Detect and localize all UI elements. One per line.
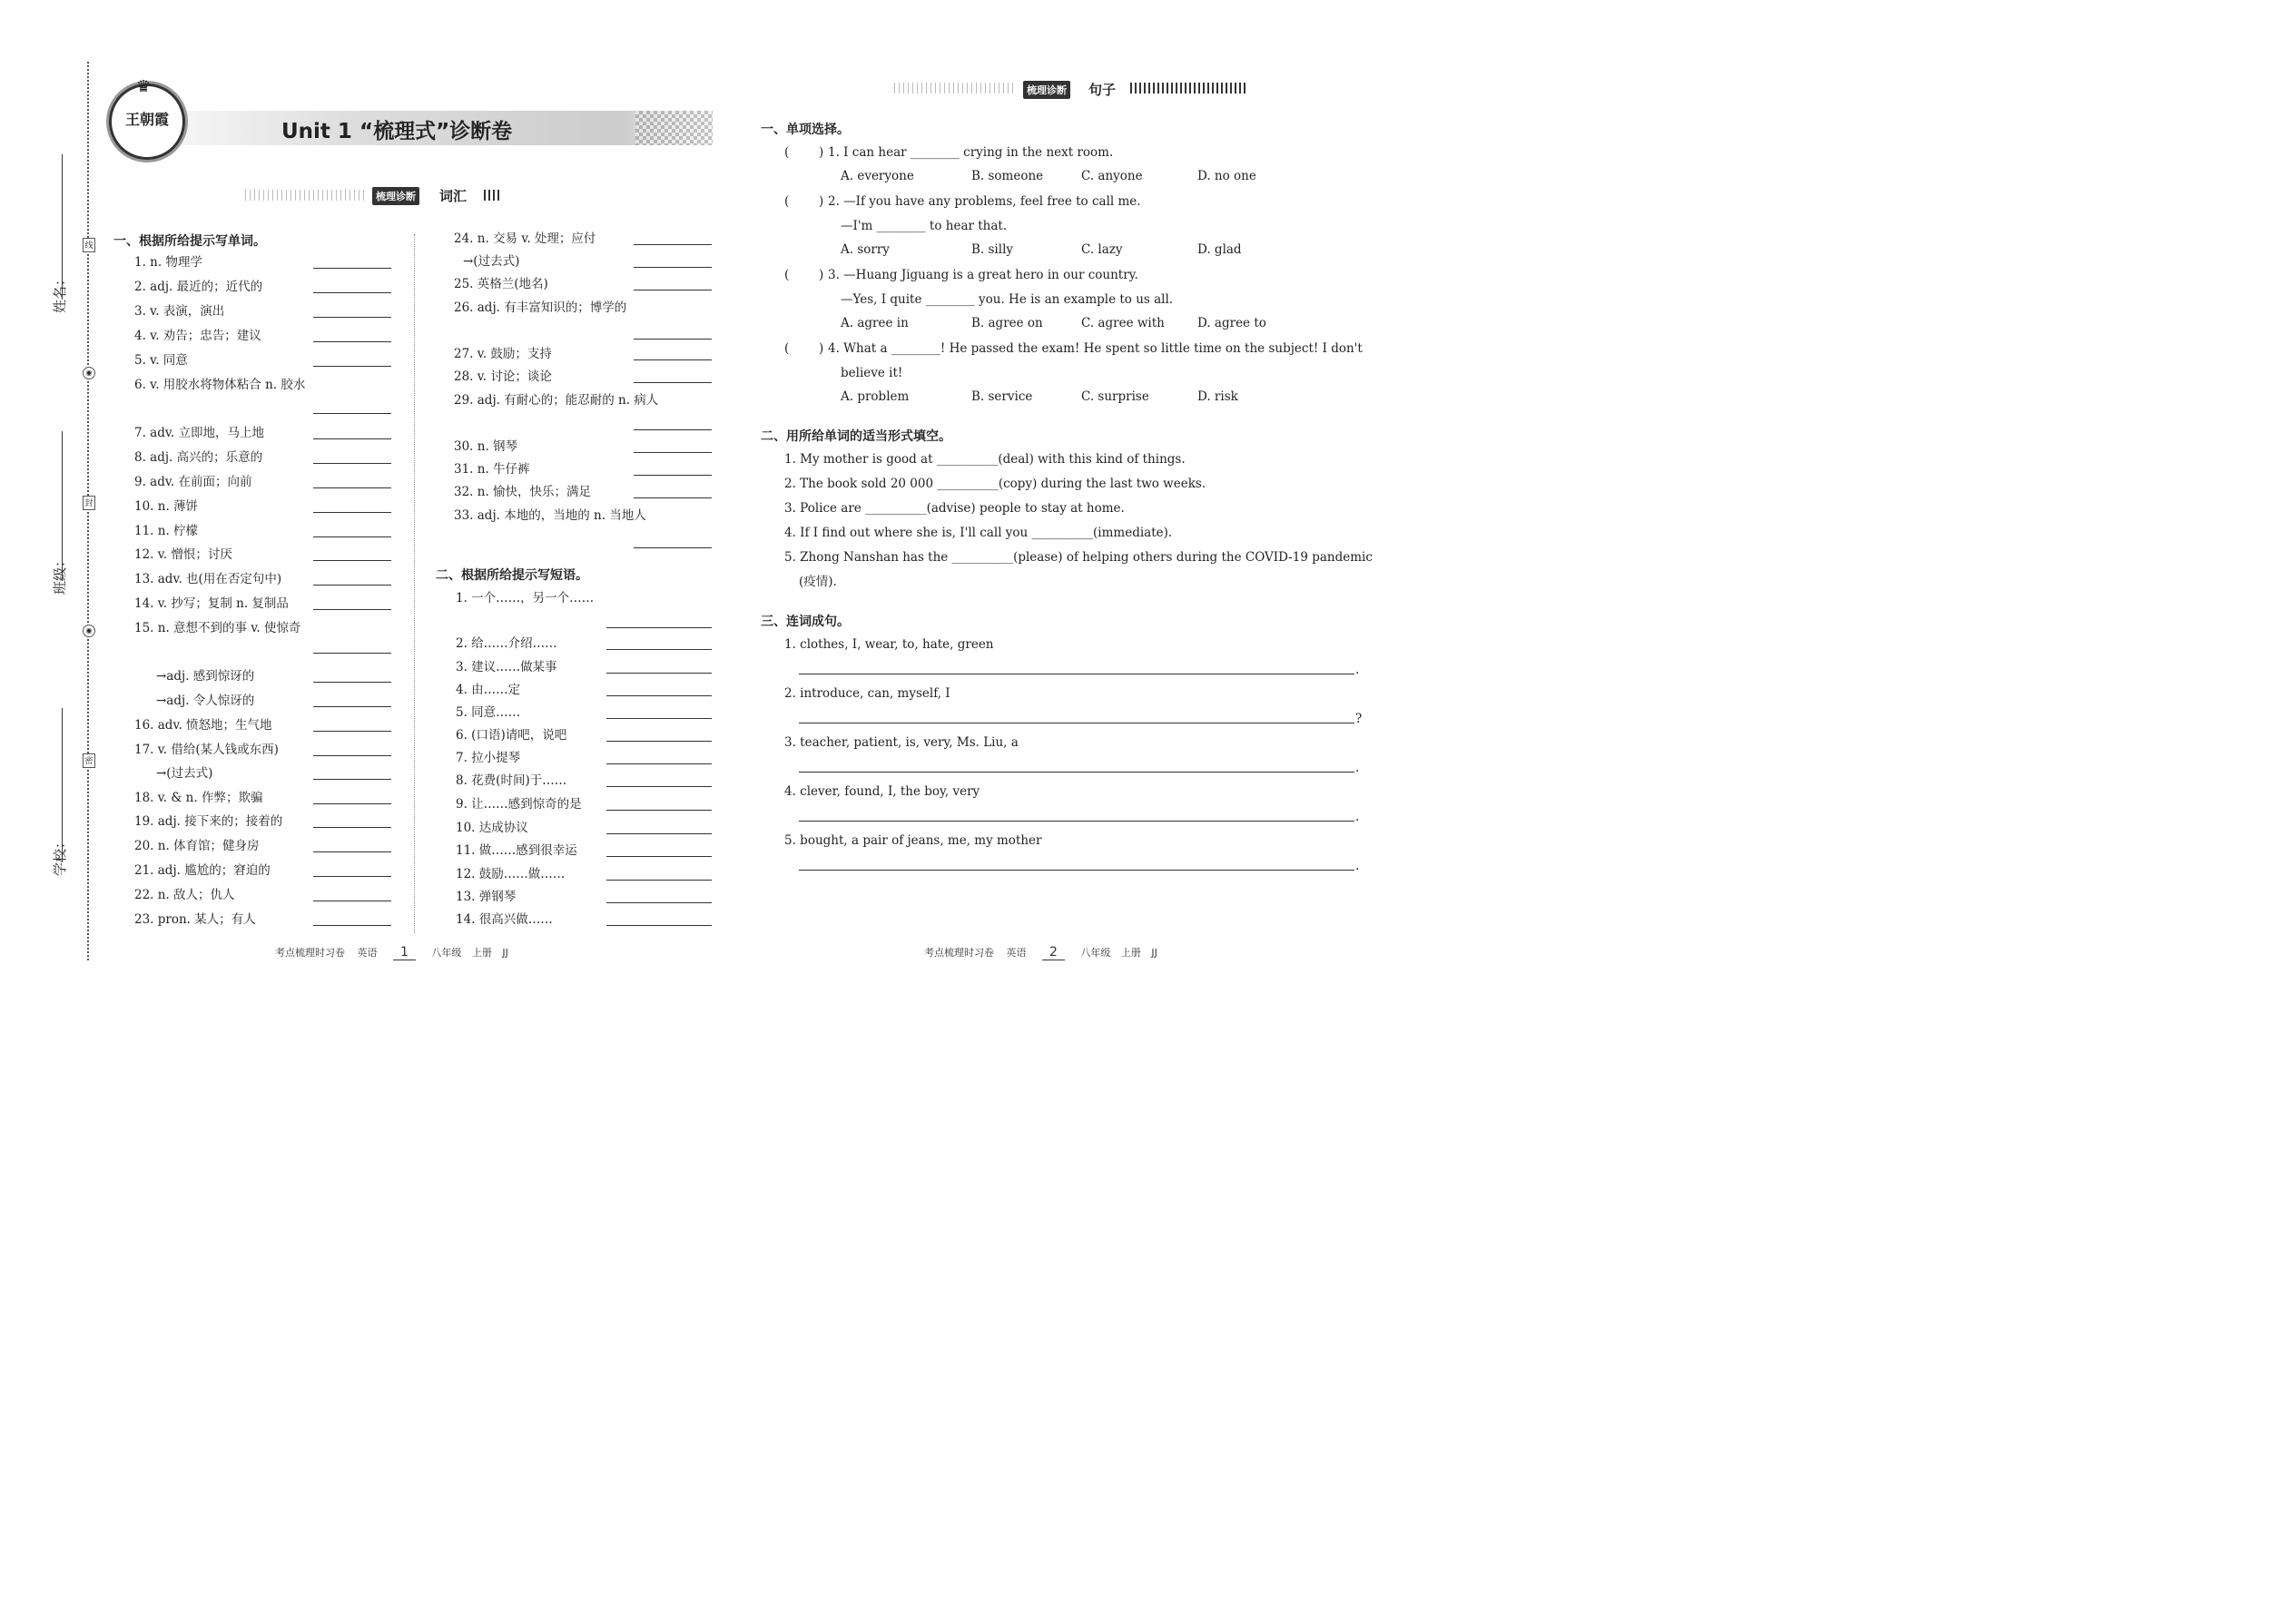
answer-line[interactable] bbox=[606, 880, 712, 881]
answer-line[interactable] bbox=[634, 497, 712, 498]
class-line bbox=[62, 431, 63, 581]
footer-grade: 八年级 bbox=[431, 947, 462, 959]
phrase-item: 11. 做……感到很幸运 bbox=[456, 843, 577, 858]
vocab-item: 27. v. 鼓励；支持 bbox=[454, 347, 552, 361]
vocab-item: →adj. 令人惊讶的 bbox=[156, 694, 255, 708]
answer-line[interactable] bbox=[606, 856, 712, 857]
answer-line[interactable] bbox=[606, 763, 712, 764]
answer-line[interactable] bbox=[313, 827, 391, 828]
answer-bracket-close: ) bbox=[819, 145, 824, 160]
sentence-end-mark: . bbox=[1355, 810, 1360, 824]
vocab-item: →(过去式) bbox=[463, 254, 520, 269]
vocab-item: 4. v. 劝告；忠告；建议 bbox=[134, 329, 261, 343]
answer-line[interactable] bbox=[799, 821, 1354, 822]
answer-line[interactable] bbox=[313, 682, 391, 683]
page-number: 2 bbox=[1042, 945, 1065, 960]
order-section-title: 三、连词成句。 bbox=[761, 615, 850, 629]
answer-line[interactable] bbox=[313, 925, 391, 926]
option-a[interactable]: A. sorry bbox=[841, 242, 890, 257]
name-line bbox=[62, 154, 63, 300]
option-c[interactable]: C. anyone bbox=[1081, 169, 1143, 183]
order-words: 5. bought, a pair of jeans, me, my mother bbox=[784, 833, 1042, 848]
phrase-item: 9. 让……感到惊奇的是 bbox=[456, 797, 582, 812]
fill-item: 1. My mother is good at __________(deal) with this kind of things. bbox=[784, 452, 1186, 467]
answer-line[interactable] bbox=[313, 317, 391, 318]
phrase-item: 14. 很高兴做…… bbox=[456, 912, 553, 927]
question-text: 2. —If you have any problems, feel free to call me. bbox=[828, 194, 1141, 209]
footer-edition: JJ bbox=[1151, 947, 1157, 959]
class-label: 班级： bbox=[52, 553, 68, 595]
option-a[interactable]: A. agree in bbox=[841, 316, 909, 330]
vocab-item: 24. n. 交易 v. 处理；应付 bbox=[454, 231, 596, 246]
answer-bracket-open: ( bbox=[784, 145, 790, 160]
fill-item: 2. The book sold 20 000 __________(copy) during the last two weeks. bbox=[784, 477, 1206, 491]
vocab-item: 11. n. 柠檬 bbox=[134, 524, 199, 538]
answer-line[interactable] bbox=[313, 512, 391, 513]
footer-book: 考点梳理时习卷 bbox=[924, 947, 994, 959]
sentence-end-mark: . bbox=[1355, 761, 1360, 775]
answer-line[interactable] bbox=[313, 413, 391, 414]
option-b[interactable]: B. silly bbox=[971, 242, 1014, 257]
answer-line[interactable] bbox=[313, 653, 391, 654]
answer-line[interactable] bbox=[313, 463, 391, 464]
vocab-item: 32. n. 愉快，快乐；满足 bbox=[454, 485, 592, 499]
seal-mark-line: 线 bbox=[83, 238, 95, 252]
vocab-item: 22. n. 敌人；仇人 bbox=[134, 888, 235, 902]
vocab-item: 3. v. 表演，演出 bbox=[134, 304, 225, 319]
option-b[interactable]: B. agree on bbox=[971, 316, 1043, 330]
answer-line[interactable] bbox=[606, 649, 712, 650]
answer-line[interactable] bbox=[606, 810, 712, 811]
answer-line[interactable] bbox=[313, 292, 391, 293]
fill-section-title: 二、用所给单词的适当形式填空。 bbox=[761, 429, 951, 444]
vocab-item: 1. n. 物理学 bbox=[134, 255, 202, 270]
answer-line[interactable] bbox=[313, 536, 391, 537]
option-a[interactable]: A. everyone bbox=[841, 169, 914, 183]
answer-line[interactable] bbox=[313, 706, 391, 707]
school-line bbox=[62, 708, 63, 862]
vocab-item: 7. adv. 立即地，马上地 bbox=[134, 426, 264, 440]
option-c[interactable]: C. surprise bbox=[1081, 389, 1149, 404]
footer-edition: JJ bbox=[502, 947, 508, 959]
vocab-section2-title: 二、根据所给提示写短语。 bbox=[436, 568, 588, 583]
vocab-item: 19. adj. 接下来的；接着的 bbox=[134, 814, 283, 829]
phrase-item: 3. 建议……做某事 bbox=[456, 660, 557, 674]
answer-line[interactable] bbox=[313, 609, 391, 610]
answer-line[interactable] bbox=[606, 833, 712, 834]
logo-seal bbox=[109, 77, 185, 160]
section-title-vocab: 词汇 bbox=[439, 188, 468, 204]
option-d[interactable]: D. glad bbox=[1197, 242, 1242, 257]
option-b[interactable]: B. someone bbox=[971, 169, 1044, 183]
phrase-item: 1. 一个……，另一个…… bbox=[456, 591, 595, 605]
answer-line[interactable] bbox=[313, 731, 391, 732]
section-divider bbox=[245, 190, 368, 201]
logo-text: 王朝霞 bbox=[124, 111, 169, 128]
vocab-item: 9. adv. 在前面；向前 bbox=[134, 475, 252, 489]
column-separator bbox=[414, 234, 415, 933]
order-words: 2. introduce, can, myself, I bbox=[784, 686, 950, 701]
vocab-item: 18. v. & n. 作弊；欺骗 bbox=[134, 791, 263, 805]
answer-bracket-open: ( bbox=[784, 341, 790, 356]
footer-left bbox=[275, 945, 508, 960]
footer-grade: 八年级 bbox=[1080, 947, 1111, 959]
answer-line[interactable] bbox=[313, 268, 391, 269]
vocab-item: 25. 英格兰(地名) bbox=[454, 277, 548, 291]
answer-line[interactable] bbox=[313, 341, 391, 342]
vocab-item: 6. v. 用胶水将物体粘合 n. 胶水 bbox=[134, 378, 306, 392]
sentence-end-mark: ? bbox=[1355, 712, 1363, 726]
footer-term: 上册 bbox=[1120, 947, 1141, 959]
section-badge: 梳理诊断 bbox=[1023, 81, 1070, 99]
footer-book: 考点梳理时习卷 bbox=[275, 947, 345, 959]
phrase-item: 8. 花费(时间)于…… bbox=[456, 773, 567, 788]
seal-mark-seal: 封 bbox=[83, 496, 95, 510]
answer-line[interactable] bbox=[606, 718, 712, 719]
vocab-item: 33. adj. 本地的，当地的 n. 当地人 bbox=[454, 508, 646, 523]
answer-line[interactable] bbox=[313, 560, 391, 561]
answer-line[interactable] bbox=[634, 429, 712, 430]
answer-line[interactable] bbox=[799, 870, 1354, 871]
vocab-item: →(过去式) bbox=[156, 766, 213, 781]
option-d[interactable]: D. risk bbox=[1197, 389, 1238, 404]
answer-line[interactable] bbox=[606, 925, 712, 926]
vocab-item: 10. n. 薄饼 bbox=[134, 499, 199, 514]
vocab-item: →adj. 感到惊讶的 bbox=[156, 669, 255, 684]
answer-bracket-close: ) bbox=[819, 194, 824, 209]
answer-line[interactable] bbox=[634, 339, 712, 340]
phrase-item: 4. 由……定 bbox=[456, 683, 521, 697]
answer-line[interactable] bbox=[634, 244, 712, 245]
phrase-item: 10. 达成协议 bbox=[456, 821, 528, 835]
school-label: 学校： bbox=[52, 834, 68, 876]
answer-line[interactable] bbox=[606, 627, 712, 628]
vocab-item: 12. v. 憎恨；讨厌 bbox=[134, 547, 232, 562]
phrase-item: 7. 拉小提琴 bbox=[456, 751, 521, 765]
vocab-item: 2. adj. 最近的；近代的 bbox=[134, 280, 263, 294]
option-c[interactable]: C. agree with bbox=[1081, 316, 1165, 330]
answer-line[interactable] bbox=[634, 359, 712, 360]
section-title-sentences: 句子 bbox=[1088, 82, 1117, 98]
question-text-cont: —I'm ________ to hear that. bbox=[841, 219, 1008, 233]
vocab-item: 29. adj. 有耐心的；能忍耐的 n. 病人 bbox=[454, 393, 659, 408]
answer-line[interactable] bbox=[313, 779, 391, 780]
footer-right bbox=[924, 945, 1157, 960]
sentence-end-mark: . bbox=[1355, 663, 1360, 677]
vocab-item: 5. v. 同意 bbox=[134, 353, 188, 368]
vocab-item: 15. n. 意想不到的事 v. 使惊奇 bbox=[134, 621, 301, 635]
vocab-item: 28. v. 讨论；谈论 bbox=[454, 369, 552, 384]
question-text: 1. I can hear ________ crying in the next room. bbox=[828, 145, 1114, 160]
answer-line[interactable] bbox=[606, 695, 712, 696]
vocab-item: 23. pron. 某人；有人 bbox=[134, 912, 256, 927]
question-text: 4. What a ________! He passed the exam! He spent so little time on the subject! I don't bbox=[828, 341, 1363, 356]
section-divider bbox=[894, 83, 1014, 94]
vocab-item: 26. adj. 有丰富知识的；博学的 bbox=[454, 300, 627, 315]
footer-term: 上册 bbox=[471, 947, 492, 959]
question-text-cont: believe it! bbox=[841, 366, 903, 380]
mc-section-title: 一、单项选择。 bbox=[761, 123, 850, 137]
answer-line[interactable] bbox=[606, 902, 712, 903]
section-divider bbox=[484, 190, 502, 201]
title-banner-checker bbox=[635, 111, 713, 145]
name-label: 姓名： bbox=[52, 271, 68, 313]
answer-line[interactable] bbox=[313, 487, 391, 488]
vocab-section1-title: 一、根据所给提示写单词。 bbox=[113, 234, 266, 249]
binding-hole-icon: ◉ bbox=[83, 367, 95, 379]
answer-line[interactable] bbox=[634, 475, 712, 476]
footer-subject: 英语 bbox=[357, 947, 378, 959]
fill-item: 4. If I find out where she is, I'll call you __________(immediate). bbox=[784, 526, 1173, 540]
answer-line[interactable] bbox=[606, 786, 712, 787]
fill-item: 5. Zhong Nanshan has the __________(please) of helping others during the COVID-19 pandemic bbox=[784, 550, 1373, 565]
answer-line[interactable] bbox=[313, 366, 391, 367]
vocab-item: 31. n. 牛仔裤 bbox=[454, 462, 530, 477]
answer-line[interactable] bbox=[313, 755, 391, 756]
page-title: Unit 1 “梳理式”诊断卷 bbox=[281, 120, 513, 143]
seal-mark-secret: 密 bbox=[83, 753, 95, 768]
vocab-item: 16. adv. 愤怒地；生气地 bbox=[134, 718, 272, 733]
answer-line[interactable] bbox=[634, 452, 712, 453]
vocab-item: 8. adj. 高兴的；乐意的 bbox=[134, 450, 263, 465]
answer-bracket-close: ) bbox=[819, 268, 824, 282]
order-words: 4. clever, found, I, the boy, very bbox=[784, 784, 980, 799]
answer-bracket-open: ( bbox=[784, 268, 790, 282]
section-divider bbox=[1130, 83, 1248, 94]
vocab-item: 20. n. 体育馆；健身房 bbox=[134, 839, 260, 853]
option-b[interactable]: B. service bbox=[971, 389, 1033, 404]
binding-margin bbox=[87, 62, 93, 960]
answer-line[interactable] bbox=[634, 267, 712, 268]
answer-line[interactable] bbox=[799, 772, 1354, 773]
vocab-item: 14. v. 抄写；复制 n. 复制品 bbox=[134, 596, 289, 611]
order-words: 3. teacher, patient, is, very, Ms. Liu, a bbox=[784, 735, 1019, 750]
answer-line[interactable] bbox=[313, 876, 391, 877]
answer-bracket-close: ) bbox=[819, 341, 824, 356]
fill-item: 3. Police are __________(advise) people to stay at home. bbox=[784, 501, 1125, 516]
option-a[interactable]: A. problem bbox=[841, 389, 910, 404]
vocab-item: 17. v. 借给(某人钱或东西) bbox=[134, 743, 279, 757]
answer-line[interactable] bbox=[634, 382, 712, 383]
vocab-item: 30. n. 钢琴 bbox=[454, 439, 518, 454]
page-number: 1 bbox=[393, 945, 416, 960]
option-d[interactable]: D. no one bbox=[1197, 169, 1256, 183]
vocab-item: 13. adv. 也(用在否定句中) bbox=[134, 572, 282, 586]
fill-item: (疫情). bbox=[799, 575, 837, 589]
answer-line[interactable] bbox=[313, 851, 391, 852]
option-d[interactable]: D. agree to bbox=[1197, 316, 1266, 330]
answer-line[interactable] bbox=[606, 741, 712, 742]
phrase-item: 13. 弹钢琴 bbox=[456, 890, 517, 904]
logo-crown-icon: ♛ bbox=[136, 77, 152, 96]
phrase-item: 6. (口语)请吧，说吧 bbox=[456, 728, 567, 743]
section-badge: 梳理诊断 bbox=[372, 187, 419, 205]
question-text: 3. —Huang Jiguang is a great hero in our country. bbox=[828, 268, 1138, 282]
sentence-end-mark: . bbox=[1355, 859, 1360, 873]
phrase-item: 12. 鼓励……做…… bbox=[456, 867, 566, 881]
vocab-item: 21. adj. 尴尬的；窘迫的 bbox=[134, 863, 271, 878]
phrase-item: 5. 同意…… bbox=[456, 705, 521, 720]
footer-subject: 英语 bbox=[1006, 947, 1027, 959]
option-c[interactable]: C. lazy bbox=[1081, 242, 1123, 257]
answer-line[interactable] bbox=[313, 438, 391, 439]
answer-bracket-open: ( bbox=[784, 194, 790, 209]
question-text-cont: —Yes, I quite ________ you. He is an example to us all. bbox=[841, 292, 1174, 307]
answer-line[interactable] bbox=[634, 547, 712, 548]
binding-hole-icon: ◉ bbox=[83, 625, 95, 637]
answer-line[interactable] bbox=[606, 673, 712, 674]
answer-line[interactable] bbox=[313, 585, 391, 586]
phrase-item: 2. 给……介绍…… bbox=[456, 636, 557, 651]
answer-line[interactable] bbox=[313, 803, 391, 804]
order-words: 1. clothes, I, wear, to, hate, green bbox=[784, 637, 994, 652]
